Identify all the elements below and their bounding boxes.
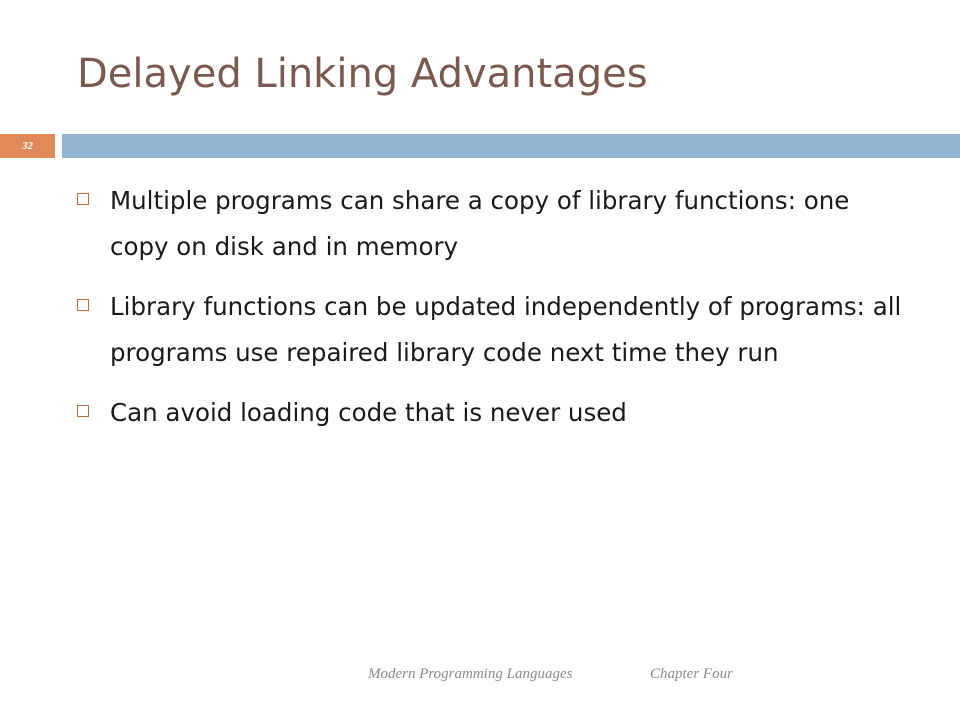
hollow-square-bullet-icon: [77, 405, 89, 417]
slide-number: 32: [0, 134, 55, 158]
footer: [0, 666, 960, 686]
bullet-text: Library functions can be updated independently of programs: all programs use repaired library code next time they run: [110, 292, 902, 367]
bullet-item: [76, 178, 906, 270]
hollow-square-bullet-icon: [77, 193, 89, 205]
bullet-item: [76, 390, 906, 436]
footer-course-title: Modern Programming Languages: [368, 666, 573, 682]
bullet-text: Can avoid loading code that is never used: [110, 398, 627, 427]
slide-title: Delayed Linking Advantages: [77, 51, 648, 97]
hollow-square-bullet-icon: [77, 299, 89, 311]
bullet-text: Multiple programs can share a copy of library functions: one copy on disk and in memory: [110, 186, 850, 261]
bullet-list: [76, 178, 906, 450]
footer-chapter: Chapter Four: [650, 666, 733, 682]
title-rule-bar: [62, 134, 960, 158]
bullet-item: [76, 284, 906, 376]
